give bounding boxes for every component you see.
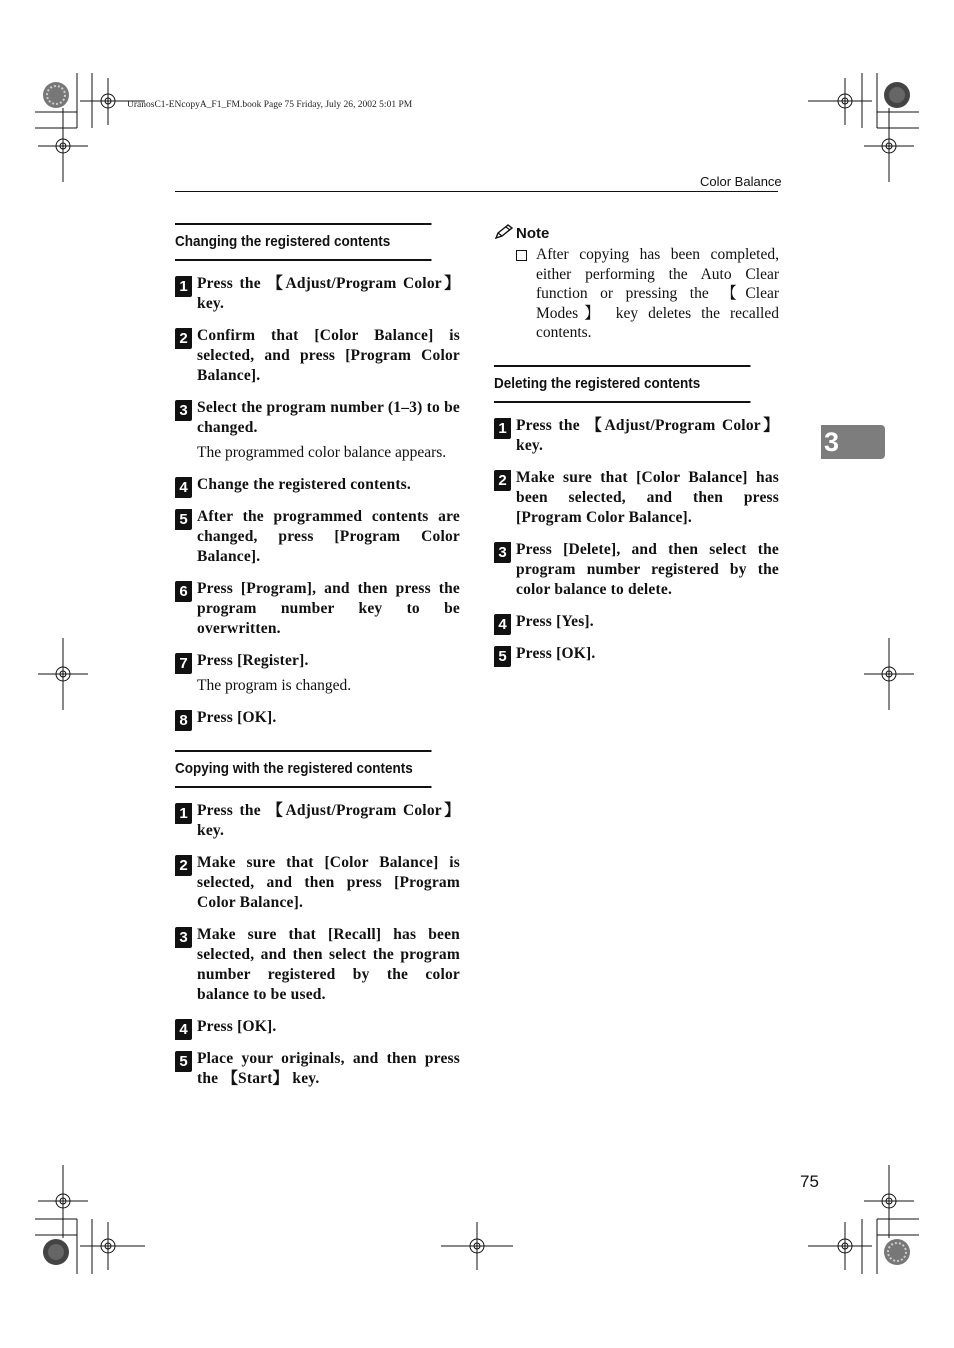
step xyxy=(175,398,460,463)
step xyxy=(494,416,779,456)
step-text: Press [OK]. xyxy=(197,709,277,726)
running-head: Color Balance xyxy=(700,174,782,189)
checkbox-bullet-icon xyxy=(516,250,527,261)
step-text: Confirm that [Color Balance] is selected, and press [Program Color Balance]. xyxy=(197,327,460,384)
step-number: 3 xyxy=(175,927,192,948)
step-number: 4 xyxy=(175,1019,192,1040)
step xyxy=(175,925,460,1005)
step xyxy=(175,507,460,567)
step-text: Make sure that [Color Balance] is selected, and then press [Program Color Balance]. xyxy=(197,854,460,911)
step-text: Select the program number (1–3) to be changed. xyxy=(197,399,460,436)
step-number: 1 xyxy=(175,803,192,824)
step-number: 6 xyxy=(175,581,192,602)
step-number: 2 xyxy=(494,470,511,491)
step-text: Press [Delete], and then select the program number registered by the color balance to delete. xyxy=(516,540,779,598)
step-text: Press [Register]. xyxy=(197,652,309,669)
step-number: 4 xyxy=(494,614,511,635)
page-number: 75 xyxy=(800,1172,819,1191)
note-block xyxy=(494,223,779,343)
pencil-icon xyxy=(494,224,514,245)
section-heading: Changing the registered contents xyxy=(175,223,432,261)
left-column xyxy=(175,223,460,1101)
step xyxy=(175,801,460,841)
section-heading: Copying with the registered contents xyxy=(175,750,432,788)
right-column xyxy=(494,223,779,676)
step-text: Press the 【Adjust/Program Color】 key. xyxy=(197,802,460,839)
step-text: Make sure that [Recall] has been selected, and then select the program number registered by the color balance to be used. xyxy=(197,926,460,1003)
step-text: Press the 【Adjust/Program Color】 key. xyxy=(197,275,460,312)
step-number: 2 xyxy=(175,328,192,349)
step-text: Press the 【Adjust/Program Color】 key. xyxy=(516,416,779,454)
step-number: 8 xyxy=(175,710,192,731)
step-number: 3 xyxy=(175,400,192,421)
note-heading: Note xyxy=(516,225,550,242)
step-note: The programmed color balance appears. xyxy=(197,444,447,461)
step-number: 3 xyxy=(494,542,511,563)
step xyxy=(175,1049,460,1089)
step xyxy=(175,475,460,495)
step xyxy=(175,326,460,386)
step-number: 1 xyxy=(175,276,192,297)
step-number: 5 xyxy=(175,1051,192,1072)
step-text: Make sure that [Color Balance] has been selected, and then press [Program Color Balance]. xyxy=(516,468,779,526)
step-text: Press [Yes]. xyxy=(516,612,594,630)
header-rule xyxy=(175,191,778,192)
chapter-tab: 3 xyxy=(821,425,885,459)
step xyxy=(175,708,460,728)
step xyxy=(494,468,779,528)
note-item xyxy=(494,245,779,343)
step-text: Press [Program], and then press the program number key to be overwritten. xyxy=(197,580,460,637)
step-number: 1 xyxy=(494,418,511,439)
step-text: Place your originals, and then press the 【Start】 key. xyxy=(197,1050,460,1087)
section-heading: Deleting the registered contents xyxy=(494,365,751,403)
step-text: After the programmed contents are changed, press [Program Color Balance]. xyxy=(197,508,460,565)
step-number: 7 xyxy=(175,653,192,674)
step xyxy=(494,540,779,600)
file-header: UranosC1-ENcopyA_F1_FM.book Page 75 Friday, July 26, 2002 5:01 PM xyxy=(127,100,413,110)
section-deleting xyxy=(494,365,779,664)
note-text: After copying has been completed, either performing the Auto Clear function or pressing the 【Clear Modes】 key deletes the recalled contents. xyxy=(536,246,779,341)
step-note: The program is changed. xyxy=(197,677,352,694)
step-number: 2 xyxy=(175,855,192,876)
section-copying xyxy=(175,750,460,1089)
step xyxy=(175,579,460,639)
step xyxy=(494,644,779,664)
step-number: 4 xyxy=(175,477,192,498)
step-text: Change the registered contents. xyxy=(197,476,411,493)
step-number: 5 xyxy=(494,646,511,667)
step xyxy=(175,853,460,913)
step-text: Press [OK]. xyxy=(516,644,596,662)
section-changing xyxy=(175,223,460,728)
step-number: 5 xyxy=(175,509,192,530)
step xyxy=(175,1017,460,1037)
step xyxy=(175,651,460,696)
step xyxy=(494,612,779,632)
step xyxy=(175,274,460,314)
step-text: Press [OK]. xyxy=(197,1018,277,1035)
